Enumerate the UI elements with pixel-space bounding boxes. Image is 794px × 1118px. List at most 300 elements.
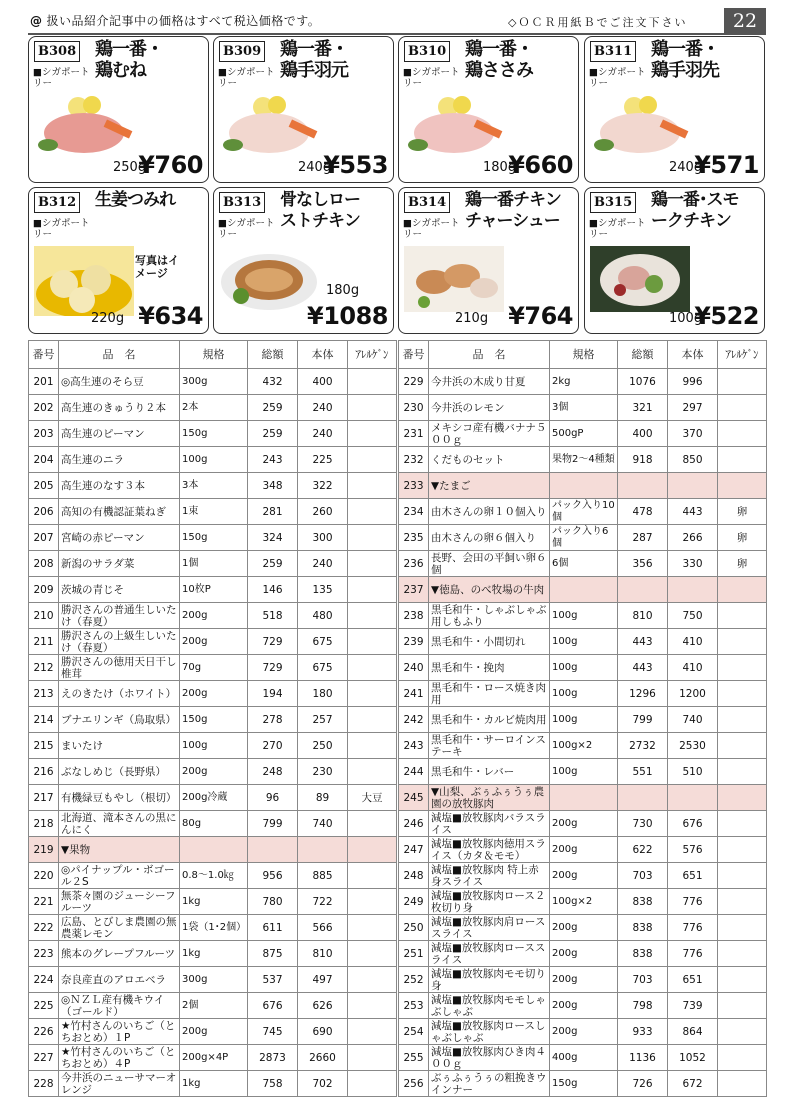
item-allergen: 卵: [718, 525, 767, 551]
item-base-price: 370: [668, 421, 718, 447]
item-name: 無茶々園のジューシーフルーツ: [59, 889, 180, 915]
item-base-price: 740: [668, 707, 718, 733]
header-divider: [28, 33, 766, 35]
item-base-price: 850: [668, 447, 718, 473]
item-base-price: 776: [668, 915, 718, 941]
item-number: 242: [399, 707, 429, 733]
item-allergen: [718, 707, 767, 733]
item-name: 減塩■放牧豚肉バラスライス: [429, 811, 550, 837]
item-number: 227: [29, 1045, 59, 1071]
item-total-price: 259: [248, 395, 298, 421]
item-base-price: 135: [298, 577, 348, 603]
item-number: 210: [29, 603, 59, 629]
item-spec: [550, 577, 618, 603]
maker-name: ■シガポートリー: [589, 67, 646, 89]
item-allergen: [348, 551, 397, 577]
product-photo-frame: [34, 246, 134, 320]
item-allergen: [348, 967, 397, 993]
item-spec: 100g: [180, 447, 248, 473]
item-spec: 70g: [180, 655, 248, 681]
item-spec: 1kg: [180, 1071, 248, 1097]
item-name: ◎高生連のそら豆: [59, 369, 180, 395]
item-total-price: 1076: [618, 369, 668, 395]
product-name-line2: チャーシュー: [465, 211, 560, 231]
item-total-price: 810: [618, 603, 668, 629]
item-base-price: 776: [668, 889, 718, 915]
product-name-line1: 鶏一番・: [280, 39, 348, 60]
item-name: 黒毛和牛・レバー: [429, 759, 550, 785]
item-allergen: [718, 785, 767, 811]
order-table-left: [28, 340, 397, 1097]
item-allergen: [718, 1071, 767, 1097]
item-name: ▼たまご: [429, 473, 550, 499]
product-name: [280, 39, 348, 81]
product-name: [95, 190, 175, 211]
product-weight: 250g: [113, 160, 147, 175]
table-row: [399, 369, 767, 395]
product-weight: 100g: [669, 311, 703, 326]
item-base-price: [668, 785, 718, 811]
item-spec: 2個: [180, 993, 248, 1019]
table-row: [29, 499, 397, 525]
item-total-price: 799: [248, 811, 298, 837]
item-base-price: 702: [298, 1071, 348, 1097]
product-price: ¥760: [138, 151, 203, 179]
col-total: 総額: [248, 341, 298, 369]
product-name-line2: 鶏むね: [95, 60, 146, 81]
item-number: 224: [29, 967, 59, 993]
table-row: [399, 395, 767, 421]
product-photo: [590, 95, 690, 161]
item-allergen: [348, 655, 397, 681]
item-total-price: 918: [618, 447, 668, 473]
item-name: 今井浜のニューサマーオレンジ: [59, 1071, 180, 1097]
item-name: 宮崎の赤ピーマン: [59, 525, 180, 551]
col-base: 本体: [298, 341, 348, 369]
section-row: [29, 837, 397, 863]
table-row: [29, 967, 397, 993]
maker-name: ■シガポートリー: [589, 218, 646, 240]
item-allergen: [348, 603, 397, 629]
item-number: 212: [29, 655, 59, 681]
item-spec: 200g: [180, 681, 248, 707]
at-mark: @: [30, 14, 43, 28]
item-allergen: 大豆: [348, 785, 397, 811]
item-allergen: [718, 889, 767, 915]
item-spec: 150g: [180, 707, 248, 733]
table-row: [399, 525, 767, 551]
product-code: B312: [34, 192, 80, 213]
product-card[interactable]: [213, 36, 394, 183]
item-total-price: 676: [248, 993, 298, 1019]
table-row: [29, 551, 397, 577]
item-allergen: [718, 993, 767, 1019]
item-allergen: [348, 759, 397, 785]
item-allergen: [348, 811, 397, 837]
item-base-price: 240: [298, 551, 348, 577]
ocr-instruction: ◇ＯＣＲ用紙Ｂでご注文下さい: [508, 16, 688, 29]
product-price: ¥660: [508, 151, 573, 179]
table-row: [399, 811, 767, 837]
table-row: [399, 941, 767, 967]
product-name: [651, 39, 719, 81]
item-spec: 200g: [180, 759, 248, 785]
product-name-line1: 鶏一番チキン: [465, 190, 561, 210]
item-number: 237: [399, 577, 429, 603]
item-total-price: 838: [618, 915, 668, 941]
item-name: 勝沢さんの徳用天日干し椎茸: [59, 655, 180, 681]
item-spec: 150g: [180, 421, 248, 447]
item-base-price: 776: [668, 941, 718, 967]
item-total-price: 726: [618, 1071, 668, 1097]
table-row: [399, 733, 767, 759]
item-name: ぶなしめじ（長野県）: [59, 759, 180, 785]
item-total-price: 248: [248, 759, 298, 785]
product-name-line2: ストチキン: [280, 211, 360, 231]
tax-note-text: 扱い品紹介記事中の価格はすべて税込価格です。: [46, 14, 321, 28]
item-spec: 200g: [550, 941, 618, 967]
item-number: 216: [29, 759, 59, 785]
table-row: [399, 915, 767, 941]
order-table-right: [398, 340, 767, 1097]
col-spec: 規格: [550, 341, 618, 369]
item-spec: 6個: [550, 551, 618, 577]
item-base-price: 690: [298, 1019, 348, 1045]
item-name: 黒毛和牛・挽肉: [429, 655, 550, 681]
item-total-price: 324: [248, 525, 298, 551]
product-photo-frame: [590, 95, 690, 165]
product-card[interactable]: [28, 36, 209, 183]
item-total-price: 146: [248, 577, 298, 603]
item-spec: 200g: [550, 915, 618, 941]
item-spec: パック入り6個: [550, 525, 618, 551]
item-number: 226: [29, 1019, 59, 1045]
page-header: [0, 0, 794, 36]
product-name: [465, 190, 561, 232]
item-number: 203: [29, 421, 59, 447]
product-photo-frame: [404, 95, 504, 165]
item-name: 高生連のピーマン: [59, 421, 180, 447]
col-base: 本体: [668, 341, 718, 369]
item-allergen: [718, 629, 767, 655]
item-name: ◎ＮＺＬ産有機キウイ（ゴールド）: [59, 993, 180, 1019]
item-allergen: [348, 993, 397, 1019]
item-allergen: 卵: [718, 551, 767, 577]
item-name: 今井浜の木成り甘夏: [429, 369, 550, 395]
item-name: 由木さんの卵６個入り: [429, 525, 550, 551]
table-row: [29, 603, 397, 629]
item-number: 225: [29, 993, 59, 1019]
item-number: 256: [399, 1071, 429, 1097]
item-number: 243: [399, 733, 429, 759]
item-total-price: 745: [248, 1019, 298, 1045]
product-price: ¥553: [323, 151, 388, 179]
item-number: 244: [399, 759, 429, 785]
item-name: 北海道、滝本さんの黒にんにく: [59, 811, 180, 837]
item-base-price: 626: [298, 993, 348, 1019]
item-name: 減塩■放牧豚肉モモ切り身: [429, 967, 550, 993]
table-row: [399, 681, 767, 707]
item-total-price: 780: [248, 889, 298, 915]
item-base-price: 651: [668, 863, 718, 889]
item-spec: 100g×2: [550, 733, 618, 759]
item-total-price: 518: [248, 603, 298, 629]
item-number: 246: [399, 811, 429, 837]
item-name: 長野、会田の平飼い卵６個: [429, 551, 550, 577]
item-base-price: 266: [668, 525, 718, 551]
item-number: 219: [29, 837, 59, 863]
item-allergen: [348, 863, 397, 889]
item-spec: 100g: [180, 733, 248, 759]
product-price: ¥764: [508, 302, 573, 330]
table-row: [399, 655, 767, 681]
item-number: 247: [399, 837, 429, 863]
item-base-price: 1200: [668, 681, 718, 707]
table-row: [29, 941, 397, 967]
item-spec: 果物2～4種類: [550, 447, 618, 473]
item-total-price: 321: [618, 395, 668, 421]
item-allergen: [718, 863, 767, 889]
item-total-price: 798: [618, 993, 668, 1019]
item-number: 252: [399, 967, 429, 993]
item-spec: 300g: [180, 967, 248, 993]
col-no: 番号: [399, 341, 429, 369]
item-number: 234: [399, 499, 429, 525]
product-photo-frame: [404, 246, 504, 316]
item-spec: 0.8～1.0㎏: [180, 863, 248, 889]
item-name: 高生連のなす３本: [59, 473, 180, 499]
item-spec: [550, 473, 618, 499]
item-number: 250: [399, 915, 429, 941]
table-row: [29, 707, 397, 733]
item-allergen: [348, 629, 397, 655]
item-allergen: [718, 447, 767, 473]
item-name: 新潟のサラダ菜: [59, 551, 180, 577]
col-no: 番号: [29, 341, 59, 369]
product-code: B314: [404, 192, 450, 213]
item-total-price: 400: [618, 421, 668, 447]
item-name: ▼果物: [59, 837, 180, 863]
product-card[interactable]: [584, 36, 765, 183]
item-spec: 200g: [550, 863, 618, 889]
table-row: [29, 889, 397, 915]
table-row: [399, 993, 767, 1019]
item-base-price: 864: [668, 1019, 718, 1045]
item-base-price: 322: [298, 473, 348, 499]
item-number: 211: [29, 629, 59, 655]
item-base-price: 675: [298, 655, 348, 681]
table-row: [399, 1019, 767, 1045]
item-spec: 3個: [550, 395, 618, 421]
item-name: ★竹村さんのいちご（とちおとめ）１P: [59, 1019, 180, 1045]
table-row: [29, 629, 397, 655]
item-name: 奈良産直のアロエベラ: [59, 967, 180, 993]
item-name: 減塩■放牧豚肉肩ローススライス: [429, 915, 550, 941]
item-allergen: [348, 707, 397, 733]
item-base-price: 566: [298, 915, 348, 941]
table-row: [29, 759, 397, 785]
item-base-price: 443: [668, 499, 718, 525]
product-name-line2: 鶏手羽先: [651, 60, 719, 81]
item-name: 高生連のきゅうり２本: [59, 395, 180, 421]
item-allergen: [348, 1019, 397, 1045]
item-number: 253: [399, 993, 429, 1019]
item-name: ▼山梨、ぶぅふぅうぅ農園の放牧豚肉: [429, 785, 550, 811]
item-base-price: 996: [668, 369, 718, 395]
item-spec: 200g: [550, 967, 618, 993]
item-allergen: [718, 941, 767, 967]
item-total-price: 622: [618, 837, 668, 863]
item-total-price: 478: [618, 499, 668, 525]
item-name: メキシコ産有機バナナ５００ｇ: [429, 421, 550, 447]
item-name: 広島、とびしま農園の無農薬レモン: [59, 915, 180, 941]
item-allergen: [348, 915, 397, 941]
item-base-price: 250: [298, 733, 348, 759]
table-row: [29, 811, 397, 837]
product-photo-frame: [34, 95, 134, 165]
table-row: [399, 447, 767, 473]
item-spec: 200g: [550, 837, 618, 863]
col-allergy: ｱﾚﾙｹﾞﾝ: [718, 341, 767, 369]
item-name: ブナエリンギ（鳥取県）: [59, 707, 180, 733]
image-note: 写真はイメージ: [135, 254, 179, 280]
item-total-price: 611: [248, 915, 298, 941]
item-allergen: [718, 811, 767, 837]
item-total-price: 703: [618, 967, 668, 993]
item-base-price: 400: [298, 369, 348, 395]
item-allergen: [718, 915, 767, 941]
item-number: 228: [29, 1071, 59, 1097]
col-spec: 規格: [180, 341, 248, 369]
item-name: 減塩■放牧豚肉 特上赤身スライス: [429, 863, 550, 889]
item-spec: 500gP: [550, 421, 618, 447]
item-allergen: [718, 1045, 767, 1071]
item-total-price: 432: [248, 369, 298, 395]
product-photo-frame: [219, 95, 319, 165]
item-total-price: 758: [248, 1071, 298, 1097]
product-name: [280, 190, 360, 232]
item-number: 223: [29, 941, 59, 967]
item-spec: 80g: [180, 811, 248, 837]
item-total-price: 287: [618, 525, 668, 551]
item-name: 黒毛和牛・カルビ焼肉用: [429, 707, 550, 733]
product-name-line1: 鶏一番・: [95, 39, 163, 60]
item-base-price: 410: [668, 629, 718, 655]
product-card[interactable]: [398, 187, 579, 334]
item-allergen: [718, 473, 767, 499]
table-row: [29, 1045, 397, 1071]
item-name: 黒毛和牛・しゃぶしゃぶ用しもふり: [429, 603, 550, 629]
product-code: B313: [219, 192, 265, 213]
item-number: 208: [29, 551, 59, 577]
item-total-price: 356: [618, 551, 668, 577]
table-row: [29, 733, 397, 759]
item-spec: 1kg: [180, 889, 248, 915]
item-total-price: 443: [618, 655, 668, 681]
item-allergen: [718, 603, 767, 629]
item-spec: 3本: [180, 473, 248, 499]
table-row: [399, 889, 767, 915]
product-card[interactable]: [213, 187, 394, 334]
item-spec: パック入り10個: [550, 499, 618, 525]
item-base-price: 180: [298, 681, 348, 707]
item-total-price: 730: [618, 811, 668, 837]
item-base-price: 750: [668, 603, 718, 629]
item-base-price: 240: [298, 421, 348, 447]
item-base-price: 410: [668, 655, 718, 681]
item-number: 238: [399, 603, 429, 629]
item-name: まいたけ: [59, 733, 180, 759]
item-name: 高知の有機認証葉ねぎ: [59, 499, 180, 525]
table-row: [29, 785, 397, 811]
item-base-price: 89: [298, 785, 348, 811]
section-row: [399, 785, 767, 811]
item-base-price: 810: [298, 941, 348, 967]
item-name: ◎パイナップル・ボゴール２S: [59, 863, 180, 889]
product-code: B309: [219, 41, 265, 62]
product-card[interactable]: [584, 187, 765, 334]
product-price: ¥522: [694, 302, 759, 330]
item-name: 今井浜のレモン: [429, 395, 550, 421]
product-name-line2: 鶏ささみ: [465, 60, 533, 81]
product-photo: [404, 246, 504, 312]
item-base-price: [668, 473, 718, 499]
item-total-price: 281: [248, 499, 298, 525]
table-row: [29, 577, 397, 603]
item-total-price: 1136: [618, 1045, 668, 1071]
product-card[interactable]: [28, 187, 209, 334]
item-base-price: 260: [298, 499, 348, 525]
item-total-price: [618, 473, 668, 499]
item-name: 減塩■放牧豚肉徳用スライス（カタ＆モモ）: [429, 837, 550, 863]
product-photo: [219, 246, 319, 312]
product-photo: [590, 246, 690, 312]
item-name: 有機緑豆もやし（根切）: [59, 785, 180, 811]
tax-note: [30, 12, 320, 29]
item-total-price: 729: [248, 629, 298, 655]
item-spec: 1袋（1･2個）: [180, 915, 248, 941]
maker-name: ■シガポートリー: [218, 67, 275, 89]
product-name-line1: 骨なしロー: [280, 190, 360, 210]
product-photo: [219, 95, 319, 161]
product-weight: 180g: [326, 283, 360, 298]
product-weight: 180g: [483, 160, 517, 175]
item-number: 201: [29, 369, 59, 395]
table-row: [399, 421, 767, 447]
item-total-price: 703: [618, 863, 668, 889]
product-card[interactable]: [398, 36, 579, 183]
item-spec: 200g: [550, 1019, 618, 1045]
item-number: 239: [399, 629, 429, 655]
item-spec: 100g: [550, 655, 618, 681]
table-row: [29, 525, 397, 551]
product-name-line1: 鶏一番･スモ: [651, 190, 739, 210]
product-name: [465, 39, 533, 81]
item-spec: 200g: [550, 811, 618, 837]
table-row: [399, 863, 767, 889]
item-base-price: 225: [298, 447, 348, 473]
item-name: くだものセット: [429, 447, 550, 473]
item-base-price: 722: [298, 889, 348, 915]
item-spec: 100g: [550, 629, 618, 655]
item-number: 235: [399, 525, 429, 551]
product-name: [95, 39, 163, 81]
table-header: [29, 341, 397, 369]
item-allergen: [348, 473, 397, 499]
item-total-price: 96: [248, 785, 298, 811]
item-spec: 100g: [550, 603, 618, 629]
table-row: [29, 993, 397, 1019]
